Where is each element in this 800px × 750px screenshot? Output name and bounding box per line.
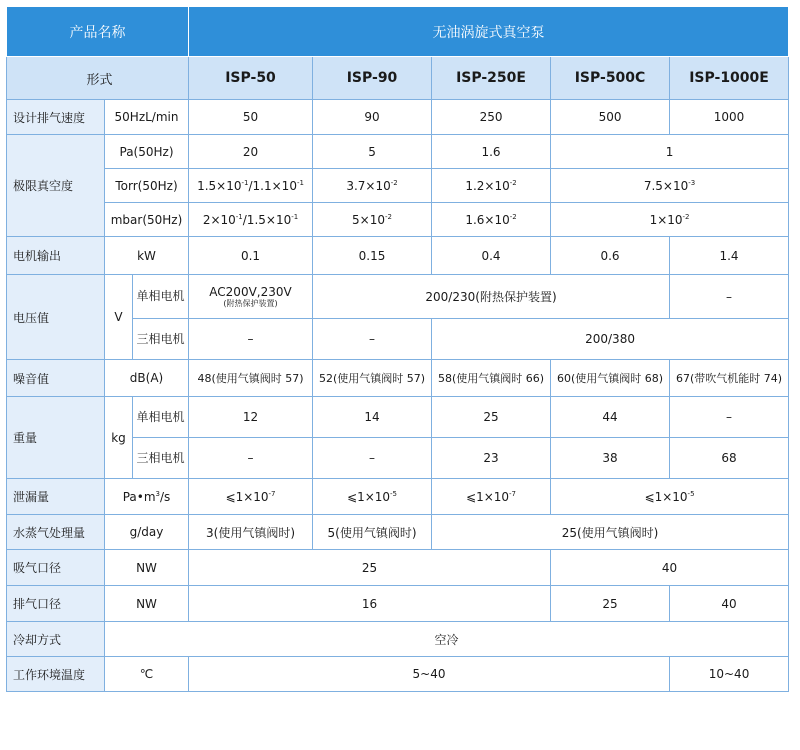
vapor-value: 5(使用气镇阀时) xyxy=(313,515,432,550)
design-speed-value: 500 xyxy=(551,100,670,135)
vapor-row xyxy=(7,515,789,550)
noise-value: 58(使用气镇阀时 66) xyxy=(432,360,551,397)
motor-output-value: 0.15 xyxy=(313,237,432,275)
voltage-three-value: 200/380 xyxy=(432,319,789,360)
vacuum-torr-value: $1.5\times 10^{-1}/1.1\times 10^{-1}$ xyxy=(189,169,313,203)
vacuum-pa-value: 5 xyxy=(313,135,432,169)
three-phase-label: 三相电机 xyxy=(133,438,189,479)
single-phase-label: 单相电机 xyxy=(133,275,189,319)
voltage-single-value: AC200V,230V (附热保护装置) xyxy=(189,275,313,319)
voltage-three-value: – xyxy=(313,319,432,360)
voltage-single-value: 200/230(附热保护装置) xyxy=(313,275,670,319)
design-speed-value: 250 xyxy=(432,100,551,135)
outlet-value: 40 xyxy=(670,586,789,622)
motor-output-row xyxy=(7,237,789,275)
motor-output-value: 0.4 xyxy=(432,237,551,275)
noise-row xyxy=(7,360,789,397)
cooling-row xyxy=(7,622,789,657)
noise-value: 52(使用气镇阀时 57) xyxy=(313,360,432,397)
model-name: ISP-1000E xyxy=(670,57,789,100)
header-row xyxy=(7,7,789,57)
cooling-label: 冷却方式 xyxy=(7,622,105,657)
leakage-unit: $Pa•m^3/s$ xyxy=(105,479,189,515)
weight-single-value: 25 xyxy=(432,397,551,438)
leakage-label: 泄漏量 xyxy=(7,479,105,515)
leakage-value: $⩽1\times 10^{-5}$ xyxy=(313,479,432,515)
ambient-value: 10~40 xyxy=(670,657,789,692)
inlet-value: 25 xyxy=(189,550,551,586)
single-phase-label: 单相电机 xyxy=(133,397,189,438)
motor-output-value: 1.4 xyxy=(670,237,789,275)
ambient-value: 5~40 xyxy=(189,657,670,692)
vacuum-mbar-value: $1\times 10^{-2}$ xyxy=(551,203,789,237)
leakage-value: $⩽1\times 10^{-7}$ xyxy=(432,479,551,515)
leakage-value: $⩽1\times 10^{-5}$ xyxy=(551,479,789,515)
outlet-value: 16 xyxy=(189,586,551,622)
vacuum-torr-row xyxy=(7,169,789,203)
vacuum-mbar-row xyxy=(7,203,789,237)
voltage-single-row xyxy=(7,275,789,319)
vacuum-pa-value: 1 xyxy=(551,135,789,169)
weight-three-value: – xyxy=(189,438,313,479)
model-name: ISP-250E xyxy=(432,57,551,100)
vacuum-mbar-value: $5\times 10^{-2}$ xyxy=(313,203,432,237)
motor-output-value: 0.1 xyxy=(189,237,313,275)
noise-label: 噪音值 xyxy=(7,360,105,397)
vacuum-mbar-unit: mbar(50Hz) xyxy=(105,203,189,237)
design-speed-label: 设计排气速度 xyxy=(7,100,105,135)
model-name: ISP-90 xyxy=(313,57,432,100)
product-name-label: 产品名称 xyxy=(7,7,189,57)
leakage-value: $⩽1\times 10^{-7}$ xyxy=(189,479,313,515)
model-row xyxy=(7,57,789,100)
weight-single-value: 44 xyxy=(551,397,670,438)
inlet-label: 吸气口径 xyxy=(7,550,105,586)
vacuum-mbar-value: $2\times 10^{-1}/1.5\times 10^{-1}$ xyxy=(189,203,313,237)
weight-single-value: 12 xyxy=(189,397,313,438)
vapor-label: 水蒸气处理量 xyxy=(7,515,105,550)
noise-value: 60(使用气镇阀时 68) xyxy=(551,360,670,397)
weight-single-row xyxy=(7,397,789,438)
vacuum-mbar-value: $1.6\times 10^{-2}$ xyxy=(432,203,551,237)
motor-output-label: 电机输出 xyxy=(7,237,105,275)
outlet-label: 排气口径 xyxy=(7,586,105,622)
ultimate-vacuum-label: 极限真空度 xyxy=(7,135,105,237)
noise-value: 48(使用气镇阀时 57) xyxy=(189,360,313,397)
vacuum-pa-value: 20 xyxy=(189,135,313,169)
vacuum-torr-value: $7.5\times 10^{-3}$ xyxy=(551,169,789,203)
noise-unit: dB(A) xyxy=(105,360,189,397)
motor-output-unit: kW xyxy=(105,237,189,275)
weight-three-value: 38 xyxy=(551,438,670,479)
three-phase-label: 三相电机 xyxy=(133,319,189,360)
design-speed-value: 50 xyxy=(189,100,313,135)
motor-output-value: 0.6 xyxy=(551,237,670,275)
outlet-unit: NW xyxy=(105,586,189,622)
weight-three-value: – xyxy=(313,438,432,479)
weight-three-value: 68 xyxy=(670,438,789,479)
voltage-single-value: – xyxy=(670,275,789,319)
product-name: 无油涡旋式真空泵 xyxy=(189,7,789,57)
model-name: ISP-500C xyxy=(551,57,670,100)
vapor-unit: g/day xyxy=(105,515,189,550)
vapor-value: 25(使用气镇阀时) xyxy=(432,515,789,550)
voltage-three-value: – xyxy=(189,319,313,360)
inlet-value: 40 xyxy=(551,550,789,586)
weight-single-value: – xyxy=(670,397,789,438)
ambient-label: 工作环境温度 xyxy=(7,657,105,692)
vacuum-torr-value: $1.2\times 10^{-2}$ xyxy=(432,169,551,203)
weight-single-value: 14 xyxy=(313,397,432,438)
weight-label: 重量 xyxy=(7,397,105,479)
vacuum-pa-value: 1.6 xyxy=(432,135,551,169)
vacuum-pa-unit: Pa(50Hz) xyxy=(105,135,189,169)
weight-three-value: 23 xyxy=(432,438,551,479)
model-row-label: 形式 xyxy=(7,57,189,100)
design-speed-value: 1000 xyxy=(670,100,789,135)
inlet-unit: NW xyxy=(105,550,189,586)
design-speed-unit: 50HzL/min xyxy=(105,100,189,135)
voltage-label: 电压值 xyxy=(7,275,105,360)
outlet-row xyxy=(7,586,789,622)
model-name: ISP-50 xyxy=(189,57,313,100)
outlet-value: 25 xyxy=(551,586,670,622)
noise-value: 67(带吹气机能时 74) xyxy=(670,360,789,397)
cooling-value: 空冷 xyxy=(105,622,789,657)
vacuum-torr-value: $3.7\times 10^{-2}$ xyxy=(313,169,432,203)
vacuum-pa-row xyxy=(7,135,789,169)
design-speed-row xyxy=(7,100,789,135)
leakage-row xyxy=(7,479,789,515)
spec-table xyxy=(6,6,789,692)
inlet-row xyxy=(7,550,789,586)
weight-unit: kg xyxy=(105,397,133,479)
vapor-value: 3(使用气镇阀时) xyxy=(189,515,313,550)
design-speed-value: 90 xyxy=(313,100,432,135)
ambient-row xyxy=(7,657,789,692)
voltage-unit: V xyxy=(105,275,133,360)
vacuum-torr-unit: Torr(50Hz) xyxy=(105,169,189,203)
ambient-unit: ℃ xyxy=(105,657,189,692)
